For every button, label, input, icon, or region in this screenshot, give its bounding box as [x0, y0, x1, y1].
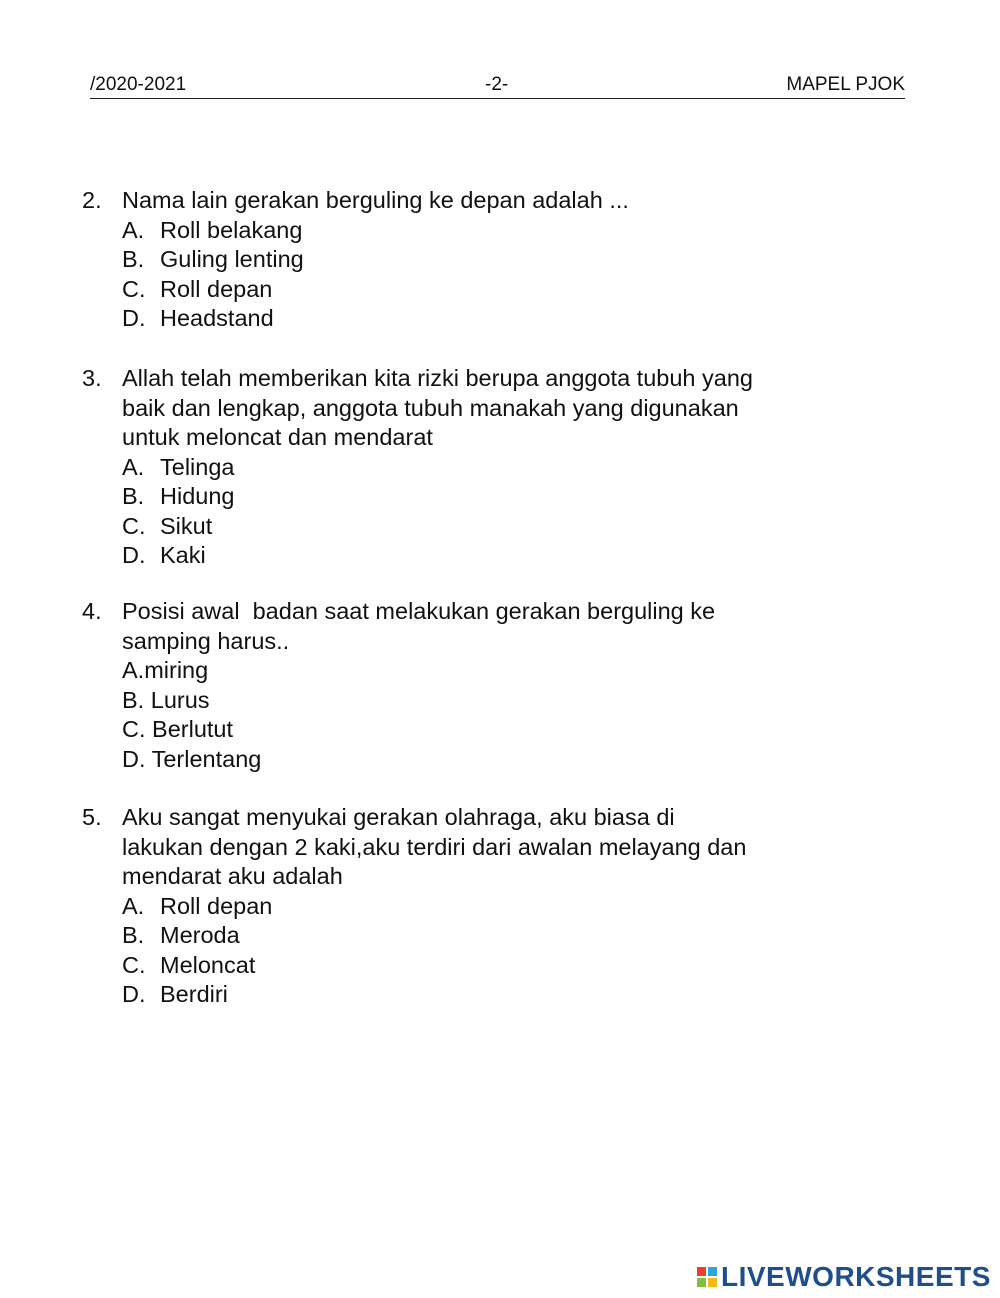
stem-line: lakukan dengan 2 kaki,aku terdiri dari awalan melayang dan — [122, 833, 747, 860]
option-c[interactable]: C. Sikut — [122, 512, 213, 539]
question-3 — [82, 364, 842, 571]
question-number: 4. — [82, 598, 102, 624]
option-d[interactable]: D. Berdiri — [122, 981, 228, 1007]
option-c[interactable]: C. Roll depan — [122, 275, 273, 302]
option-c[interactable]: C. Berlutut — [122, 716, 234, 742]
option-a[interactable]: A.miring — [122, 657, 209, 683]
page-header — [90, 74, 905, 99]
question-number: 2. — [82, 187, 102, 213]
option-c[interactable]: C. Meloncat — [122, 951, 256, 978]
option-d[interactable]: D. Kaki — [122, 542, 206, 568]
stem-line: baik dan lengkap, anggota tubuh manakah yang digunakan — [122, 394, 739, 421]
option-b[interactable]: B. Meroda — [122, 922, 240, 948]
question-stem — [122, 597, 842, 656]
question-5 — [82, 803, 842, 1010]
option-list — [122, 656, 842, 774]
stem-line: Allah telah memberikan kita rizki berupa anggota tubuh yang — [122, 365, 753, 391]
option-b[interactable]: B. Guling lenting — [122, 246, 304, 272]
question-number: 5. — [82, 804, 102, 830]
stem-line: Nama lain gerakan berguling ke depan adalah ... — [122, 187, 629, 213]
stem-line: samping harus.. — [122, 627, 290, 654]
option-list — [122, 892, 842, 1010]
option-list — [122, 216, 842, 334]
option-a[interactable]: A. Telinga — [122, 453, 235, 480]
question-4 — [82, 597, 842, 774]
option-list — [122, 453, 842, 571]
logo-text: LIVEWORKSHEETS — [721, 1261, 991, 1292]
header-subject: MAPEL PJOK — [786, 74, 905, 95]
header-year: /2020-2021 — [90, 74, 187, 95]
question-2 — [82, 186, 842, 334]
option-a[interactable]: A. Roll depan — [122, 892, 273, 919]
option-d[interactable]: D. Headstand — [122, 305, 274, 331]
question-stem — [122, 803, 842, 892]
stem-line: untuk meloncat dan mendarat — [122, 424, 433, 450]
question-stem — [122, 186, 842, 216]
option-d[interactable]: D. Terlentang — [122, 745, 262, 772]
liveworksheets-logo — [697, 1262, 991, 1292]
question-number: 3. — [82, 365, 102, 391]
stem-line: Aku sangat menyukai gerakan olahraga, aku biasa di — [122, 804, 675, 830]
logo-blocks-icon — [697, 1267, 717, 1287]
stem-line: mendarat aku adalah — [122, 863, 343, 889]
option-b[interactable]: B. Lurus — [122, 686, 210, 713]
question-stem — [122, 364, 842, 453]
option-b[interactable]: B. Hidung — [122, 483, 235, 509]
stem-line: Posisi awal badan saat melakukan gerakan berguling ke — [122, 598, 716, 624]
option-a[interactable]: A. Roll belakang — [122, 216, 303, 243]
header-page-number: -2- — [485, 74, 509, 95]
